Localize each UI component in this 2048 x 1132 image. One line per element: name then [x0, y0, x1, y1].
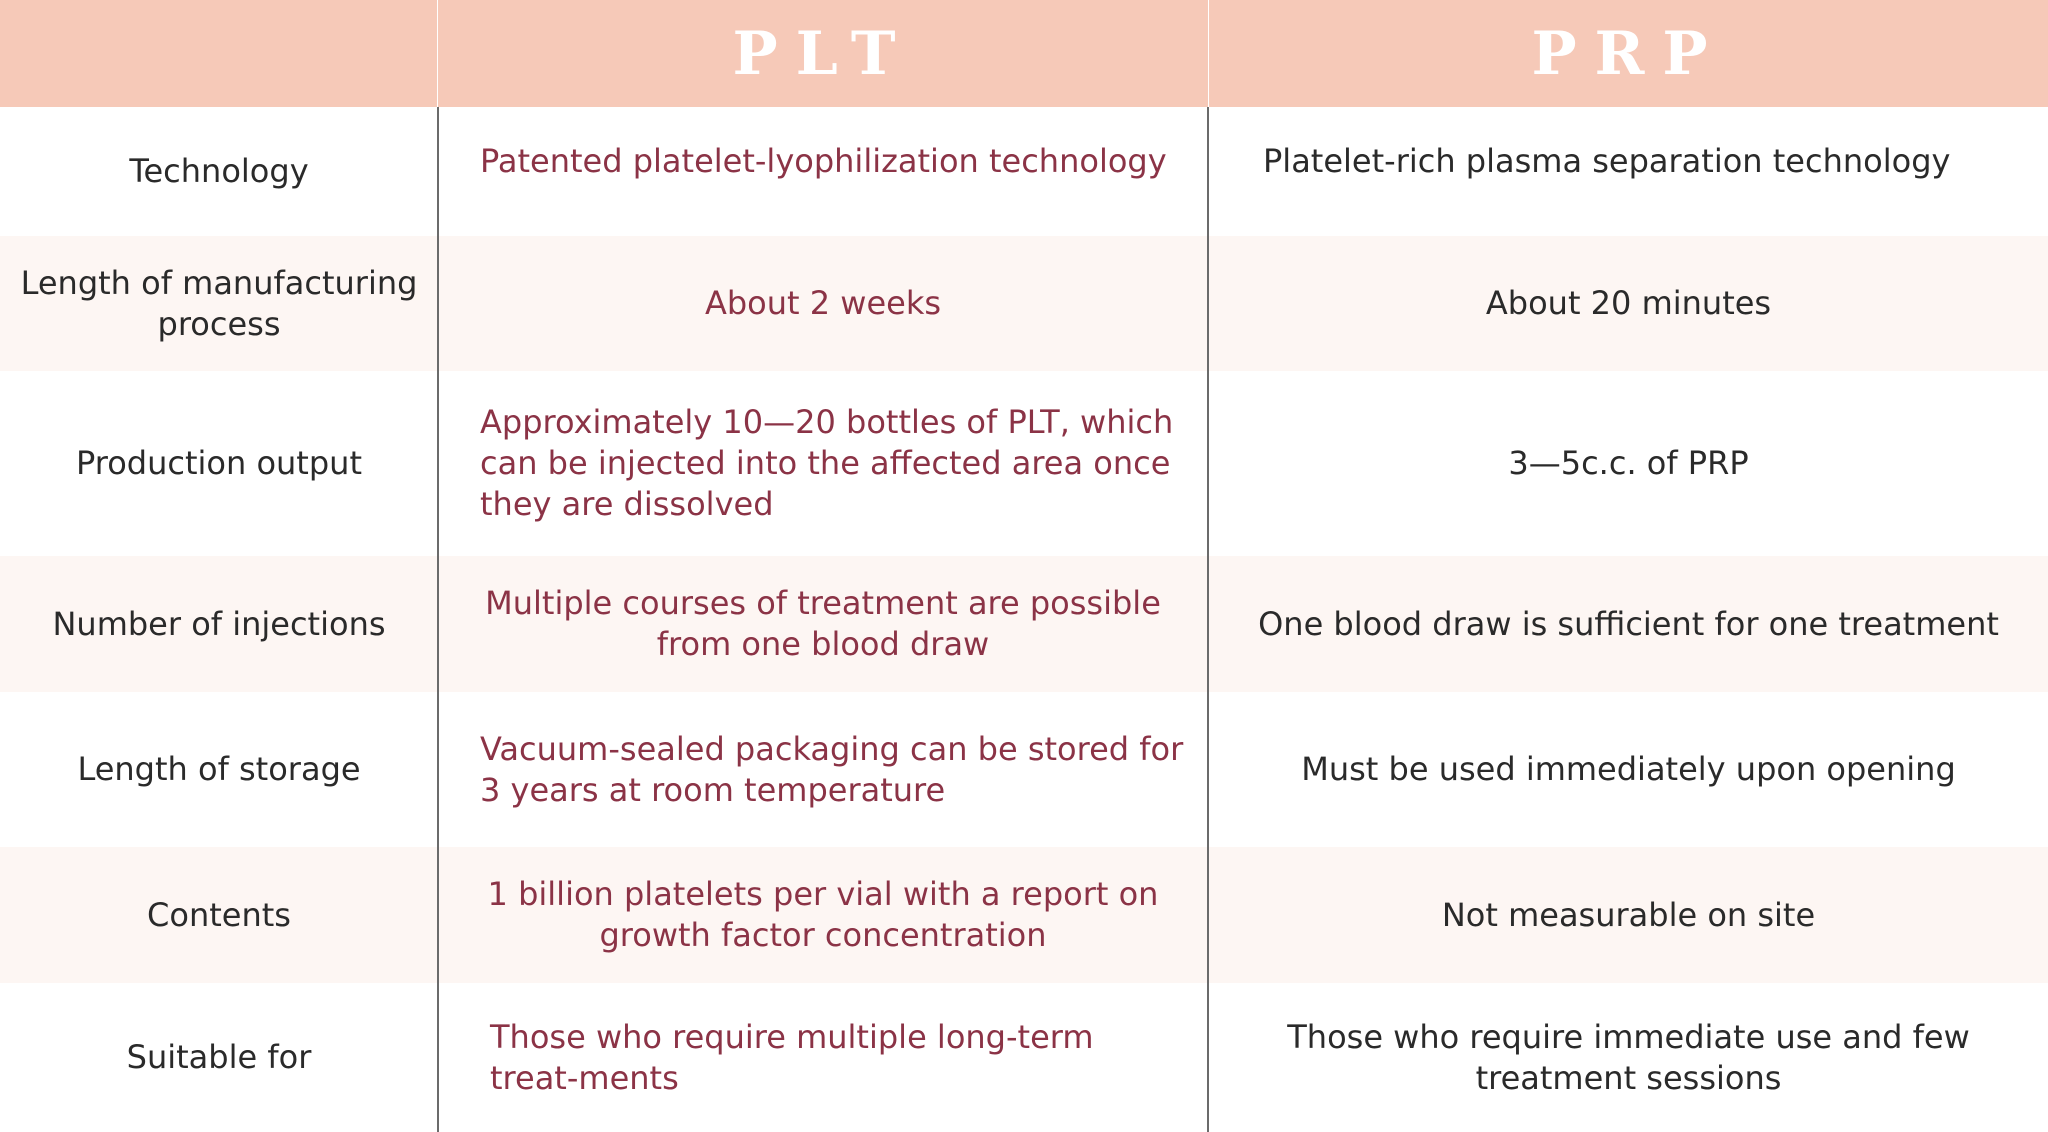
- prp-cell: [1209, 371, 2048, 556]
- row-label-text: Length of storage: [77, 750, 361, 788]
- plt-cell: [438, 236, 1208, 371]
- table-row-manufacturing: [0, 236, 2048, 371]
- prp-cell: [1209, 556, 2048, 692]
- prp-cell: [1209, 847, 2048, 983]
- prp-cell: [1209, 692, 2048, 847]
- plt-cell: [438, 983, 1208, 1132]
- prp-cell-text: 3—5c.c. of PRP: [1508, 444, 1749, 482]
- row-label-text: Length of manufacturing process: [20, 263, 418, 343]
- plt-cell: [438, 371, 1208, 556]
- row-label: [0, 692, 438, 847]
- table-header: [0, 0, 2048, 107]
- header-plt: PLT: [732, 18, 914, 89]
- plt-cell: [438, 847, 1208, 983]
- prp-cell: [1209, 107, 2048, 236]
- row-label: [0, 847, 438, 983]
- prp-cell-text: Not measurable on site: [1441, 895, 1816, 934]
- plt-cell-text: Vacuum-sealed packaging can be stored for 3 years at room temperature: [480, 729, 1184, 809]
- plt-cell-text: Multiple courses of treatment are possible from one blood draw: [485, 584, 1161, 663]
- row-label: [0, 107, 438, 236]
- row-label-text: Number of injections: [52, 604, 386, 643]
- prp-cell-text: Must be used immediately upon opening: [1301, 750, 1956, 788]
- plt-cell-text: Approximately 10—20 bottles of PLT, which can be injected into the affected area once they are dissolved: [480, 403, 1174, 523]
- prp-cell: [1209, 983, 2048, 1132]
- prp-cell-text: About 20 minutes: [1485, 284, 1772, 322]
- prp-cell: [1209, 236, 2048, 371]
- column-divider: [437, 107, 439, 1132]
- row-label-text: Suitable for: [126, 1038, 312, 1076]
- row-label: [0, 236, 438, 371]
- table-row-injections: [0, 556, 2048, 692]
- plt-cell-text: About 2 weeks: [704, 284, 942, 322]
- plt-cell-text: Patented platelet-lyophilization technology: [480, 142, 1167, 180]
- row-label-text: Production output: [76, 444, 362, 482]
- row-label: [0, 371, 438, 556]
- row-label-text: Technology: [129, 152, 309, 190]
- prp-cell-text: Platelet-rich plasma separation technology: [1263, 142, 1951, 180]
- row-label: [0, 983, 438, 1132]
- plt-cell-text: 1 billion platelets per vial with a report on growth factor concentration: [487, 875, 1159, 954]
- plt-cell: [438, 107, 1208, 236]
- prp-cell-text: Those who require immediate use and few treatment sessions: [1287, 1017, 1970, 1097]
- row-label-text: Contents: [147, 895, 291, 934]
- column-divider: [1207, 107, 1209, 1132]
- table-row-production: [0, 371, 2048, 556]
- table-row-contents: [0, 847, 2048, 983]
- table-row-storage: [0, 692, 2048, 847]
- plt-cell-text: Those who require multiple long-term treat-ments: [490, 1017, 1094, 1097]
- plt-cell: [438, 692, 1208, 847]
- header-prp: PRP: [1531, 18, 1726, 89]
- table-row-suitable: [0, 983, 2048, 1132]
- row-label: [0, 556, 438, 692]
- prp-cell-text: One blood draw is sufficient for one treatment: [1258, 604, 1999, 643]
- table-row-technology: [0, 107, 2048, 236]
- plt-cell: [438, 556, 1208, 692]
